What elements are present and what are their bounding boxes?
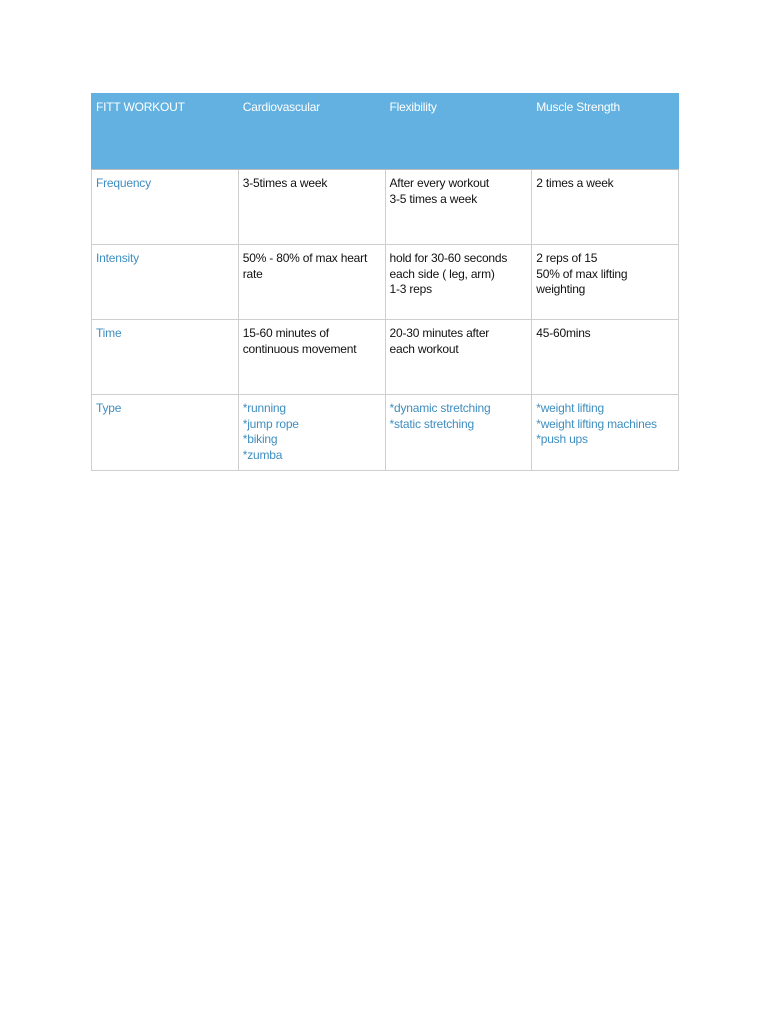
cell-line: continuous movement	[242, 341, 357, 356]
table-header-row	[92, 94, 679, 170]
cell-type-muscle	[532, 395, 679, 471]
cell-type-flexibility	[385, 395, 532, 471]
cell-intensity-muscle	[532, 245, 679, 320]
row-label-type: Type	[92, 395, 239, 471]
cell-line: 20-30 minutes after	[389, 326, 490, 340]
row-label-time: Time	[92, 320, 239, 395]
cell-line: 3-5times a week	[242, 176, 328, 190]
cell-frequency-muscle	[532, 170, 679, 245]
cell-time-flexibility	[385, 320, 532, 395]
table-row-time	[92, 320, 679, 395]
cell-line: *jump rope	[242, 416, 299, 431]
cell-line: 45-60mins	[536, 326, 591, 340]
table-row-frequency	[92, 170, 679, 245]
cell-line: *running	[242, 401, 286, 415]
cell-intensity-cardio	[238, 245, 385, 320]
cell-line: 15-60 minutes of	[242, 326, 329, 340]
cell-line: weighting	[536, 282, 586, 296]
table-row-type	[92, 395, 679, 471]
cell-line: *biking	[242, 432, 278, 446]
cell-line: 2 times a week	[536, 176, 614, 190]
cell-line: *weight lifting	[536, 401, 604, 415]
cell-line: *static stretching	[389, 416, 474, 431]
cell-intensity-flexibility	[385, 245, 532, 320]
cell-frequency-flexibility	[385, 170, 532, 245]
header-cardiovascular: Cardiovascular	[238, 94, 385, 170]
row-label-intensity: Intensity	[92, 245, 239, 320]
cell-line: *weight lifting machines	[536, 416, 657, 431]
header-flexibility: Flexibility	[385, 94, 532, 170]
cell-line: 3-5 times a week	[389, 191, 478, 206]
cell-line: each side ( leg, arm)	[389, 266, 495, 281]
cell-line: each workout	[389, 341, 459, 356]
row-label-frequency: Frequency	[92, 170, 239, 245]
cell-line: 1-3 reps	[389, 282, 432, 296]
cell-line: After every workout	[389, 176, 490, 190]
header-fitt-workout: FITT WORKOUT	[92, 94, 239, 170]
cell-type-cardio	[238, 395, 385, 471]
header-muscle-strength: Muscle Strength	[532, 94, 679, 170]
cell-time-muscle	[532, 320, 679, 395]
cell-line: 50% of max lifting	[536, 266, 628, 281]
cell-time-cardio	[238, 320, 385, 395]
cell-line: hold for 30-60 seconds	[389, 251, 508, 265]
fitt-workout-table	[91, 93, 679, 471]
cell-frequency-cardio	[238, 170, 385, 245]
table-row-intensity	[92, 245, 679, 320]
cell-line: rate	[242, 266, 263, 281]
cell-line: 2 reps of 15	[536, 251, 598, 265]
cell-line: *push ups	[536, 432, 588, 446]
cell-line: 50% - 80% of max heart	[242, 251, 368, 265]
cell-line: *zumba	[242, 447, 283, 462]
cell-line: *dynamic stretching	[389, 401, 491, 415]
